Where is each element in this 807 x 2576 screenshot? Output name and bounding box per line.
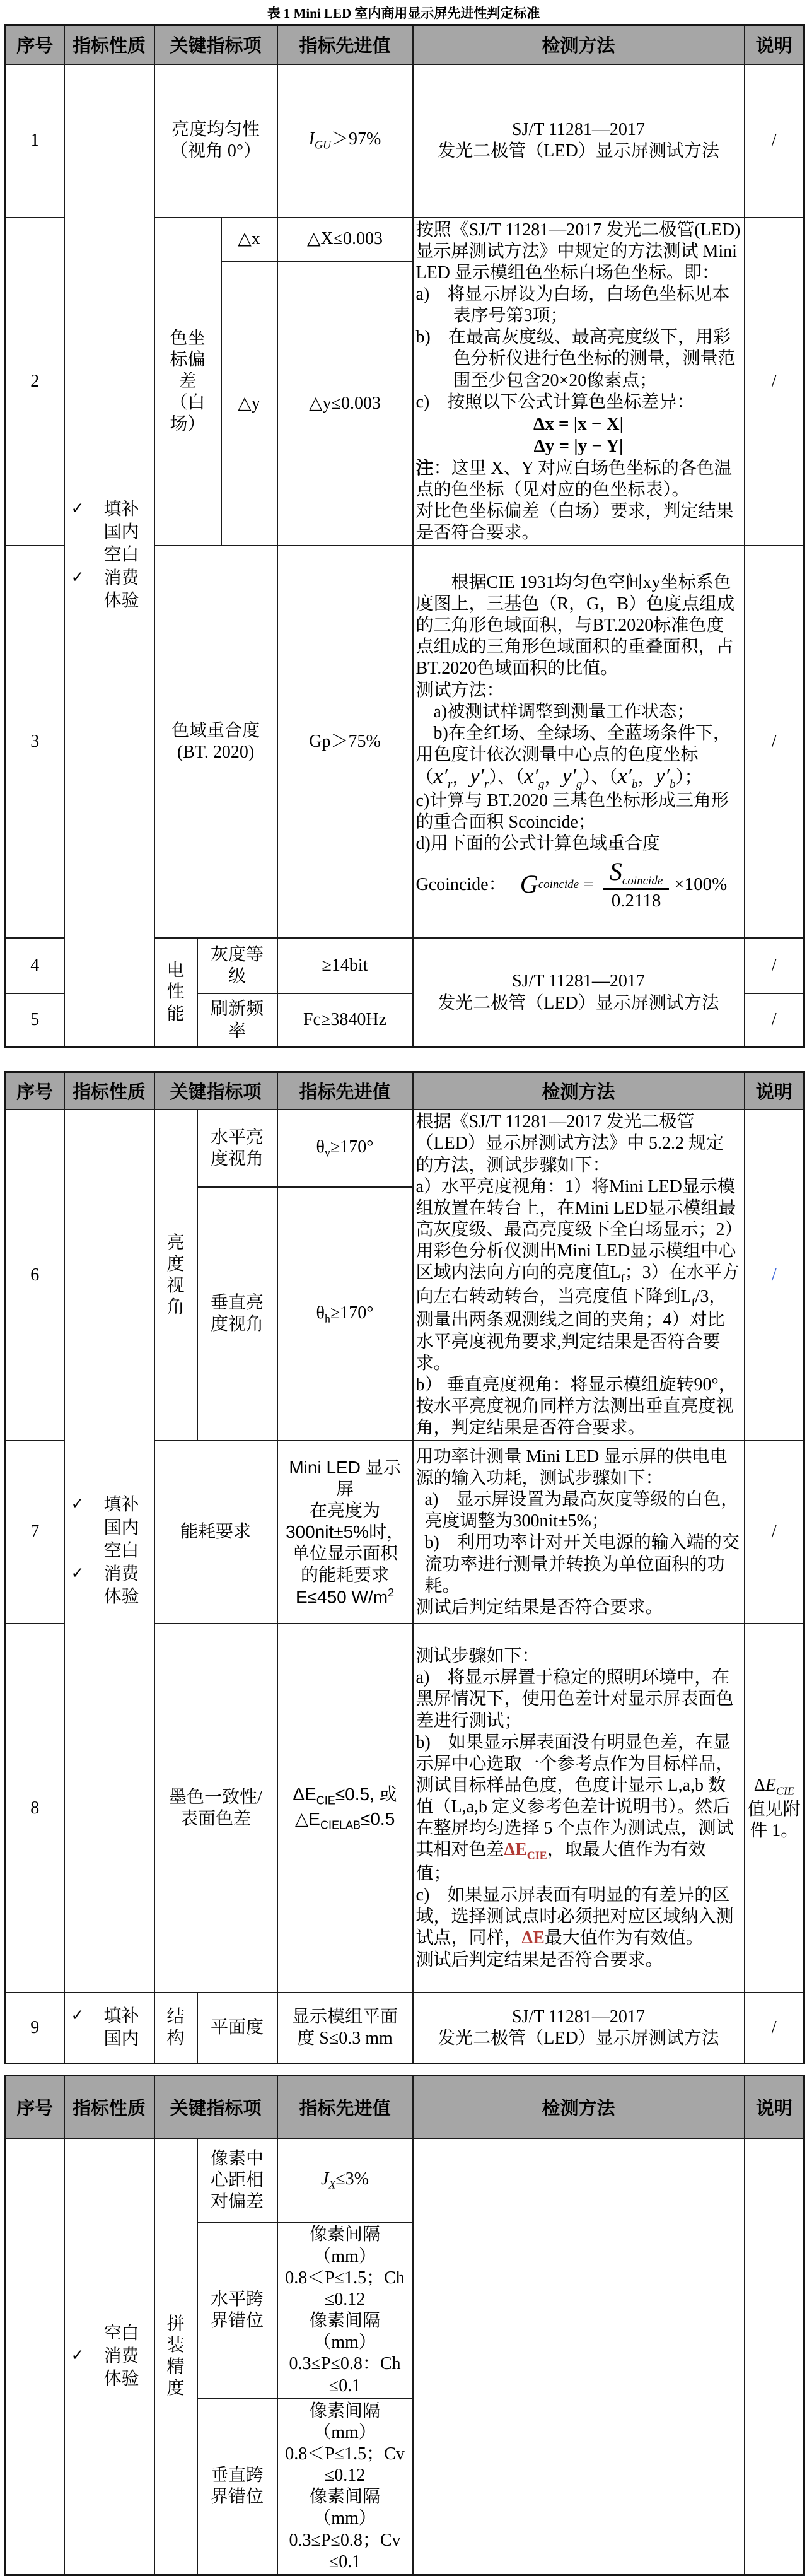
row5-value: Fc≥3840Hz [277,993,413,1047]
row2-note: / [745,218,804,546]
row1-value: $I_{GU}>97\%$ [277,64,413,218]
row6-groupkey-viewing-angle: 亮 度 视 角 [154,1109,197,1441]
header-key: 关键指标项 [154,1072,277,1109]
header-no: 序号 [6,25,64,64]
table1-header-row [6,25,804,64]
rows45-groupkey-electrical: 电 性 能 [154,938,197,1047]
table3-header-row [6,2075,804,2138]
criteria-table-part-2 [4,1071,805,2064]
row8-note: $\Delta E_{CIE}$ 值见附 件 1。 [745,1624,804,1993]
row4-note: / [745,938,804,993]
row2-key-color-coordinate-deviation: 色坐 标偏 差 （白 场） [154,218,221,546]
row9-method: SJ/T 11281—2017 发光二极管（LED）显示屏测试方法 [413,1993,745,2063]
row12-value-cv: 像素间隔（mm） 0.8＜P≤1.5；Cv ≤0.12 像素间隔（mm） 0.3≤P≤0.8；Cv ≤0.1 [277,2399,413,2575]
row11-subkey-horizontal-misalignment: 水平跨 界错位 [197,2222,277,2398]
row2-method: 按照《SJ/T 11281—2017 发光二极管(LED)显示屏测试方法》中规定的方法测试 Mini LED 显示模组色坐标白场色坐标。即： a) 将显示屏设为白场，白场色坐标见本表序号第3项； b) 在最高灰度级、最高亮度级下，用彩色分析仪进行色坐标的测量，测量范围至少包含20×20像素点； c) 按照以下公式计算色坐标差异： Δx = |x − X| Δy = |y − Y| 注：这里 X、Y 对应白场色坐标的各色温点的色坐标（见对应的色坐标表）。 对比色坐标偏差（白场）要求，判定结果是否符合要求。 [413,218,745,546]
header-no: 序号 [6,1072,64,1109]
row1-note: / [745,64,804,218]
header-method: 检测方法 [413,1072,745,1109]
row6-value-vertical: $\theta_h\ge 170^\circ$ [277,1187,413,1441]
row1-method: SJ/T 11281—2017 发光二极管（LED）显示屏测试方法 [413,64,745,218]
row1-key-luminance-uniformity: 亮度均匀性 （视角 0°） [154,64,277,218]
rows45-method: SJ/T 11281—2017 发光二极管（LED）显示屏测试方法 [413,938,745,1047]
row8-method: 测试步骤如下： a) 将显示屏置于稳定的照明环境中，在黑屏情况下，使用色差计对显示屏表面色差进行测试； b) 如果显示屏表面没有明显色差，在显示屏中心选取一个参考点作为目标样品，测试目标样品色度，色度计显示 L,a,b 数值（L,a,b 定义参考色差计说明书）。然后在整屏均匀选择 5 个点作为测试点，测试其相对色差$\Delta E_{CIE}$，取最大值作为有效值； c) 如果显示屏表面有明显的有差异的区域，选择测试点时必须把对应区域纳入测试点，同样，ΔE最大值作为有效值。 测试后判定结果是否符合要求。 [413,1624,745,1993]
header-key: 关键指标项 [154,2075,277,2138]
row3-key-gamut-coincidence: 色域重合度 (BT. 2020) [154,546,277,938]
row7-no: 7 [6,1441,64,1624]
header-value: 指标先进值 [277,2075,413,2138]
header-value: 指标先进值 [277,1072,413,1109]
row7-value: Mini LED 显示屏 在亮度为 300nit±5%时， 单位显示面积 的能耗要求 E≤450 $W/m^2$ [277,1441,413,1624]
nature-checklist-part3: 空白 ✓ 消费体验 [64,2138,154,2575]
row6-no: 6 [6,1109,64,1441]
table2-header-row [6,1072,804,1109]
criteria-table-part-1 [4,24,805,1048]
row4-no: 4 [6,938,64,993]
row6-subkey-vertical: 垂直亮 度视角 [197,1187,277,1441]
row2-no: 2 [6,218,64,546]
header-note: 说明 [745,25,804,64]
row9-key-flatness: 平面度 [197,1993,277,2063]
header-key: 关键指标项 [154,25,277,64]
row10-note-empty [745,2138,804,2575]
row7-key-energy-consumption: 能耗要求 [154,1441,277,1624]
row3-no: 3 [6,546,64,938]
row9-nature-checklist: ✓ 填补国内 [64,1993,154,2063]
row10-method-empty [413,2138,745,2575]
row2-subkey-dy: △y [221,262,277,546]
row6-method: 根据《SJ/T 11281—2017 发光二极管（LED）显示屏测试方法》中 5.2.2 规定的方法，测试步骤如下： a）水平亮度视角：1）将Mini LED显示模组放置在转台上，在Mini LED显示模组最高灰度级、最高亮度级下全白场显示；2）用彩色分析仪测出Mini LED显示模组中心区域内法向方向的亮度值$L_f$；3）在水平方向左右转动转台，当亮度值下降到$L_f/3$，测量出两条观测线之间的夹角；4）对比水平亮度视角要求,判定结果是否符合要求。 b） 垂直亮度视角：将显示模组旋转90°，按水平亮度视角同样方法测出垂直亮度视角，判定结果是否符合要求。 [413,1109,745,1441]
row7-note: / [745,1441,804,1624]
criteria-table-part-3 [4,2075,805,2576]
row6-note: / [745,1109,804,1441]
row4-key-grayscale: 灰度等 级 [197,938,277,993]
row9-groupkey-structure: 结 构 [154,1993,197,2063]
row6-subkey-horizontal: 水平亮 度视角 [197,1109,277,1187]
row2-subkey-dx: △x [221,218,277,262]
row10-groupkey-assembly-precision: 拼 装 精 度 [154,2138,197,2575]
row-pixel-pitch-deviation [6,2138,804,2222]
row6-value-horizontal: $\theta_v\ge 170^\circ$ [277,1109,413,1187]
row5-note: / [745,993,804,1047]
header-method: 检测方法 [413,25,745,64]
row10-value-jx: $J_X\le 3\%$ [277,2138,413,2222]
header-note: 说明 [745,1072,804,1109]
row8-no: 8 [6,1624,64,1993]
row3-value: Gp＞75% [277,546,413,938]
row8-key-ink-color-uniformity: 墨色一致性/ 表面色差 [154,1624,277,1993]
row10-subkey-pixel-pitch: 像素中 心距相 对偏差 [197,2138,277,2222]
row5-key-refresh-rate: 刷新频 率 [197,993,277,1047]
header-value: 指标先进值 [277,25,413,64]
header-nature: 指标性质 [64,25,154,64]
header-nature: 指标性质 [64,1072,154,1109]
row2-value-dx: △X≤0.003 [277,218,413,262]
row9-value: 显示模组平面 度 S≤0.3 mm [277,1993,413,2063]
row3-note: / [745,546,804,938]
header-note: 说明 [745,2075,804,2138]
row9-note: / [745,1993,804,2063]
header-no: 序号 [6,2075,64,2138]
header-nature: 指标性质 [64,2075,154,2138]
nature-checklist-rows1-5: ✓ 填补国内空白 ✓ 消费体验 [64,64,154,1048]
row4-value: ≥14bit [277,938,413,993]
header-method: 检测方法 [413,2075,745,2138]
row12-subkey-vertical-misalignment: 垂直跨 界错位 [197,2399,277,2575]
row2-value-dy: △y≤0.003 [277,262,413,546]
row1-no: 1 [6,64,64,218]
row3-method: 根据CIE 1931均匀色空间xy坐标系色度图上，三基色（R，G，B）色度点组成的三角形色域面积，与BT.2020标准色度点组成的三角形色域面积的重叠面积，占BT.2020色域面积的比值。 测试方法： a)被测试样调整到测量工作状态； b)在全红场、全绿场、全蓝场条件下，用色度计依次测量中心点的色度坐标（$x'_r$，$y'_r$）、（$x'_g$，$y'_g$）、（$x'_b$，$y'_b$）； c)计算与 BT.2020 三基色坐标形成三角形的重合面积 Scoincide； d)用下面的公式计算色域重合度 Gcoincide： G coincide = $\frac{S_{coincide}}{0.2118}$ ×100% [413,546,745,938]
row9-no: 9 [6,1993,64,2063]
row-1 [6,64,804,218]
row8-value: $\Delta E_{CIE}\le 0.5$, 或 $\triangle E_{CIELAB}\le 0.5$ [277,1624,413,1993]
row-6-horizontal [6,1109,804,1187]
row-9 [6,1993,804,2063]
row7-method: 用功率计测量 Mini LED 显示屏的供电电源的输入功耗，测试步骤如下： a) 显示屏设置为最高灰度等级的白色，亮度调整为300nit±5%； b) 利用功率计对开关电源的输入端的交流功率进行测量并转换为单位面积的功耗。 测试后判定结果是否符合要求。 [413,1441,745,1624]
row10-no-empty [6,2138,64,2575]
document-title: 表 1 Mini LED 室内商用显示屏先进性判定标准 [267,6,540,21]
nature-checklist-rows6-8: ✓ 填补国内空白 ✓ 消费体验 [64,1109,154,1993]
row5-no: 5 [6,993,64,1047]
row11-value-ch: 像素间隔（mm） 0.8＜P≤1.5；Ch ≤0.12 像素间隔（mm） 0.3≤P≤0.8：Ch ≤0.1 [277,2222,413,2398]
